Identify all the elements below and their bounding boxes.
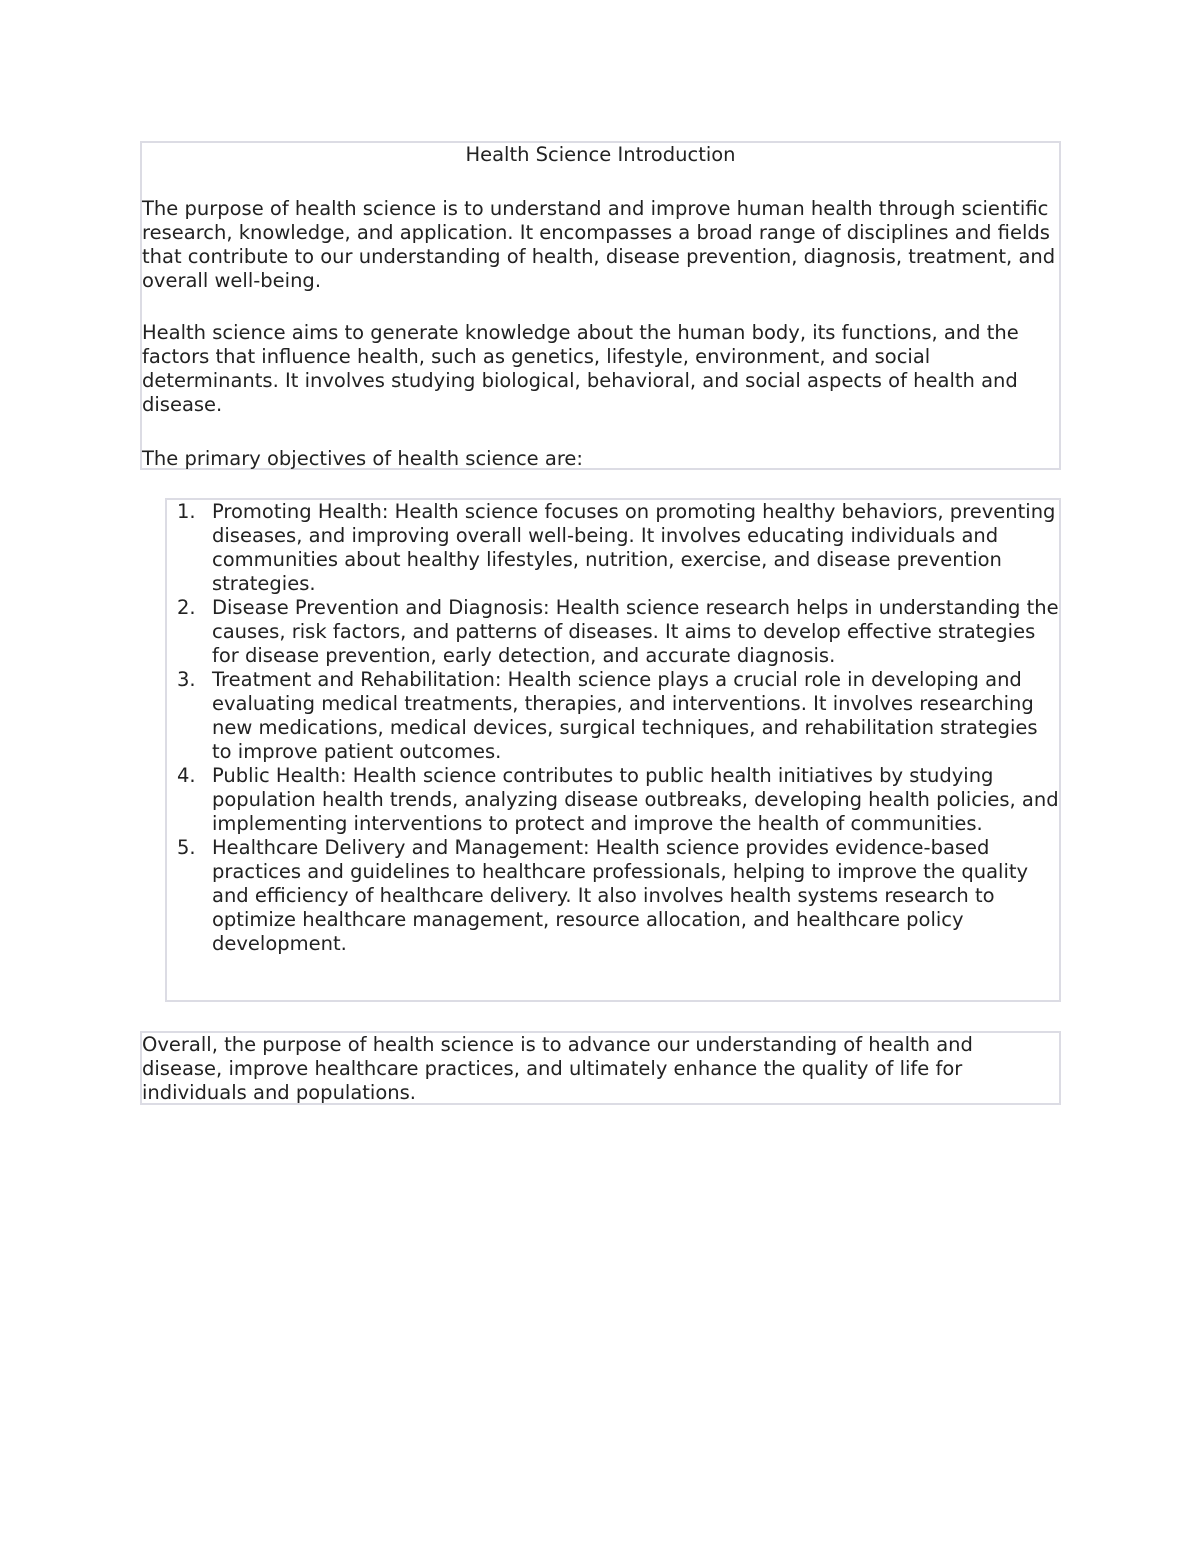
list-item-number: 5. bbox=[177, 836, 196, 859]
objective-item-healthcare-delivery bbox=[167, 836, 1059, 956]
objectives-section bbox=[165, 498, 1061, 1002]
list-item-text: Promoting Health: Health science focuses on promoting healthy behaviors, preventing diseases, and improving overall well-being. It involves educating individuals and communities about healthy lifestyles, nutrition, exercise, and disease prevention strategies. bbox=[212, 500, 1056, 595]
objective-item-public-health bbox=[167, 764, 1059, 836]
list-item-text: Public Health: Health science contributes to public health initiatives by studying population health trends, analyzing disease outbreaks, developing health policies, and implementing interventions to protect and improve the health of communities. bbox=[212, 764, 1059, 835]
conclusion-section bbox=[140, 1031, 1061, 1105]
intro-paragraph-purpose: The purpose of health science is to understand and improve human health through scientific research, knowledge, and application. It encompasses a broad range of disciplines and fields that contribute to our understanding of health, disease prevention, diagnosis, treatment, and overall well-being. bbox=[142, 197, 1056, 292]
list-item-number: 3. bbox=[177, 668, 196, 691]
intro-section bbox=[140, 141, 1061, 470]
conclusion-paragraph: Overall, the purpose of health science is to advance our understanding of health and disease, improve healthcare practices, and ultimately enhance the quality of life for individuals and populations. bbox=[142, 1033, 973, 1104]
list-item-text: Disease Prevention and Diagnosis: Health science research helps in understanding the causes, risk factors, and patterns of diseases. It aims to develop effective strategies for disease prevention, early detection, and accurate diagnosis. bbox=[212, 596, 1059, 667]
list-item-text: Healthcare Delivery and Management: Health science provides evidence-based practices and guidelines to healthcare professionals, helping to improve the quality and efficiency of healthcare delivery. It also involves health systems research to optimize healthcare management, resource allocation, and healthcare policy development. bbox=[212, 836, 1029, 955]
objective-item-promoting-health bbox=[167, 500, 1059, 596]
list-item-number: 4. bbox=[177, 764, 196, 787]
objectives-list bbox=[167, 500, 1059, 956]
list-item-number: 1. bbox=[177, 500, 196, 523]
intro-paragraph-objectives-lead: The primary objectives of health science are: bbox=[142, 447, 583, 470]
intro-paragraph-aims: Health science aims to generate knowledge about the human body, its functions, and the factors that influence health, such as genetics, lifestyle, environment, and social determinants. It involves studying biological, behavioral, and social aspects of health and disease. bbox=[142, 321, 1019, 416]
list-item-text: Treatment and Rehabilitation: Health science plays a crucial role in developing and evaluating medical treatments, therapies, and interventions. It involves researching new medications, medical devices, surgical techniques, and rehabilitation strategies to improve patient outcomes. bbox=[212, 668, 1038, 763]
list-item-number: 2. bbox=[177, 596, 196, 619]
objective-item-treatment bbox=[167, 668, 1059, 764]
objective-item-disease-prevention bbox=[167, 596, 1059, 668]
document-title: Health Science Introduction bbox=[465, 143, 736, 166]
